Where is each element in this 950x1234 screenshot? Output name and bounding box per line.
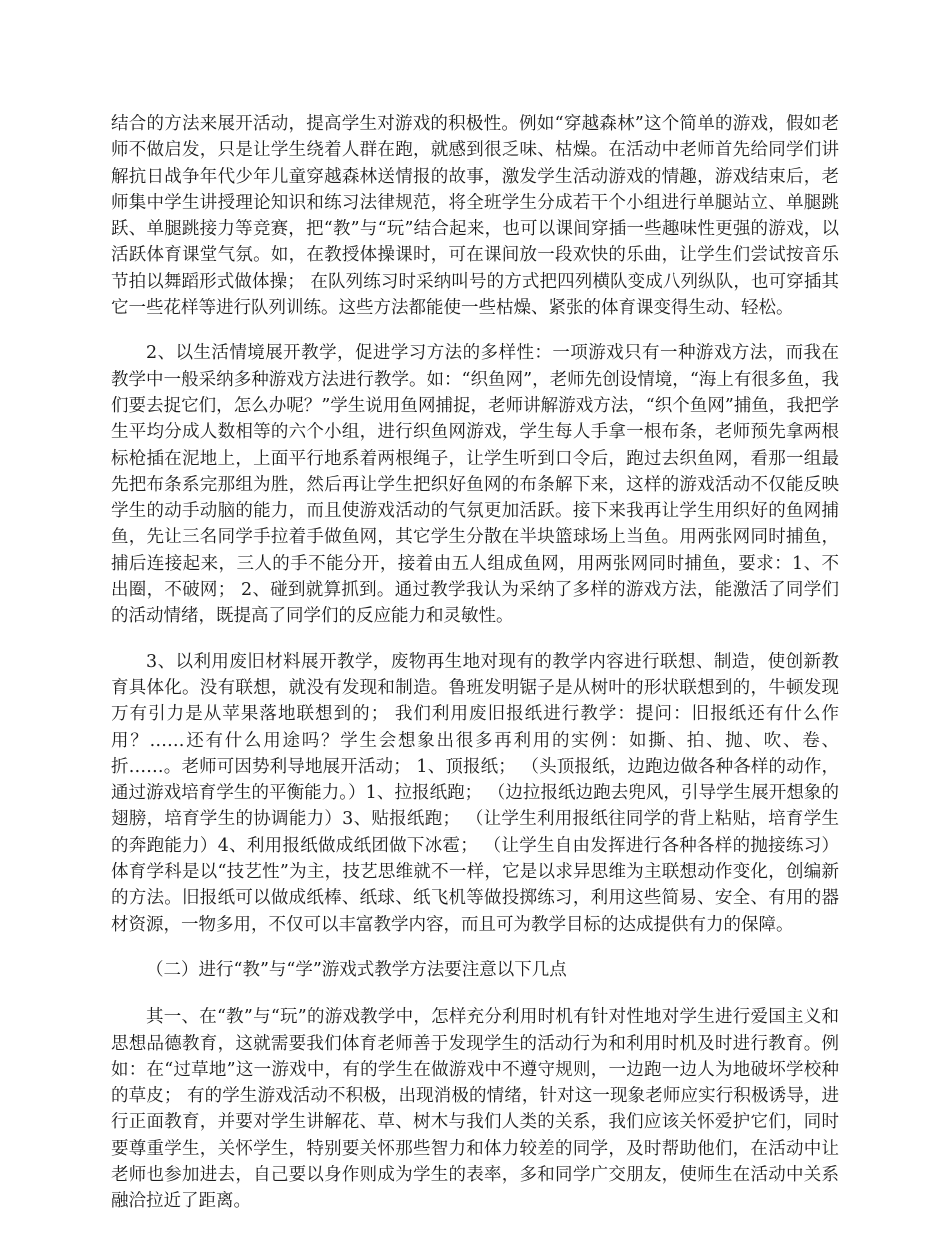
paragraph-continuation: 结合的方法来展开活动，提高学生对游戏的积极性。例如“穿越森林”这个简单的游戏，假如老师不做启发，只是让学生绕着人群在跑，就感到很乏味、枯燥。在活动中老师首先给同学们讲解抗日战争年代少年儿童穿越森林送情报的故事，激发学生活动游戏的情趣，游戏结束后，老师集中学生讲授理论知识和练习法律规范，将全班学生分成若干个小组进行单腿站立、单腿跳跃、单腿跳接力等竞赛，把“教”与“玩”结合起来，也可以课间穿插一些趣味性更强的游戏，以活跃体育课堂气氛。如，在教授体操课时，可在课间放一段欢快的乐曲，让学生们尝试按音乐节拍以舞蹈形式做体操； 在队列练习时采纳叫号的方式把四列横队变成八列纵队，也可穿插其它一些花样等进行队列训练。这些方法都能使一些枯燥、紧张的体育课变得生动、轻松。 xyxy=(111,114,839,319)
paragraph-life-situation: 2、以生活情境展开教学，促进学习方法的多样性：一项游戏只有一种游戏方法，而我在教学中一般采纳多种游戏方法进行教学。如：“织鱼网”，老师先创设情境，“海上有很多鱼，我们要去捉它们，怎么办呢？”学生说用鱼网捕捉，老师讲解游戏方法，“织个鱼网”捕鱼，我把学生平均分成人数相等的六个小组，进行织鱼网游戏，学生每人手拿一根布条，老师预先拿两根标枪插在泥地上，上面平行地系着两根绳子，让学生听到口令后，跑过去织鱼网，看那一组最先把布条系完那组为胜，然后再让学生把织好鱼网的布条解下来，这样的游戏活动不仅能反映学生的动手动脑的能力，而且使游戏活动的气氛更加活跃。接下来我再让学生用织好的鱼网捕鱼，先让三名同学手拉着手做鱼网，其它学生分散在半块篮球场上当鱼。用两张网同时捕鱼，捕后连接起来，三人的手不能分开，接着由五人组成鱼网，用两张网同时捕鱼，要求：1、不出圈，不破网； 2、碰到就算抓到。通过教学我认为采纳了多样的游戏方法，能激活了同学们的活动情绪，既提高了同学们的反应能力和灵敏性。 xyxy=(111,343,839,627)
document-body xyxy=(111,111,839,1234)
paragraph-waste-material: 3、以利用废旧材料展开教学，废物再生地对现有的教学内容进行联想、制造，使创新教育具体化。没有联想，就没有发现和制造。鲁班发明锯子是从树叶的形状联想到的，牛顿发现万有引力是从苹果落地联想到的； 我们利用废旧报纸进行教学：提问：旧报纸还有什么作用？……还有什么用途吗？学生会想象出很多再利用的实例：如撕、拍、抛、吹、卷、折……。老师可因势利导地展开活动； 1、顶报纸； （头顶报纸，边跑边做各种各样的动作，通过游戏培育学生的平衡能力。）1、拉报纸跑； （边拉报纸边跑去兜风，引导学生展开想象的翅膀，培育学生的协调能力）3、贴报纸跑； （让学生利用报纸往同学的背上粘贴，培育学生的奔跑能力）4、利用报纸做成纸团做下冰雹； （让学生自由发挥进行各种各样的抛接练习）体育学科是以“技艺性”为主，技艺思维就不一样，它是以求异思维为主联想动作变化，创编新的方法。旧报纸可以做成纸棒、纸球、纸飞机等做投掷练习，利用这些简易、安全、有用的器材资源，一物多用，不仅可以丰富教学内容，而且可为教学目标的达成提供有力的保障。 xyxy=(111,651,839,935)
section-heading: （二）进行“教”与“学”游戏式教学方法要注意以下几点 xyxy=(146,959,567,980)
paragraph-first-point: 其一、在“教”与“玩”的游戏教学中，怎样充分利用时机有针对性地对学生进行爱国主义和思想品德教育，这就需要我们体育老师善于发现学生的活动行为和利用时机及时进行教育。例如：在“过草地”这一游戏中，有的学生在做游戏中不遵守规则，一边跑一边人为地破坏学校种的草皮； 有的学生游戏活动不积极，出现消极的情绪，针对这一现象老师应实行积极诱导，进行正面教育，并要对学生讲解花、草、树木与我们人类的关系，我们应该关怀爱护它们，同时要尊重学生，关怀学生，特别要关怀那些智力和体力较差的同学，及时帮助他们，在活动中让老师也参加进去，自己要以身作则成为学生的表率，多和同学广交朋友，使师生在活动中关系融洽拉近了距离。 xyxy=(111,1007,839,1212)
